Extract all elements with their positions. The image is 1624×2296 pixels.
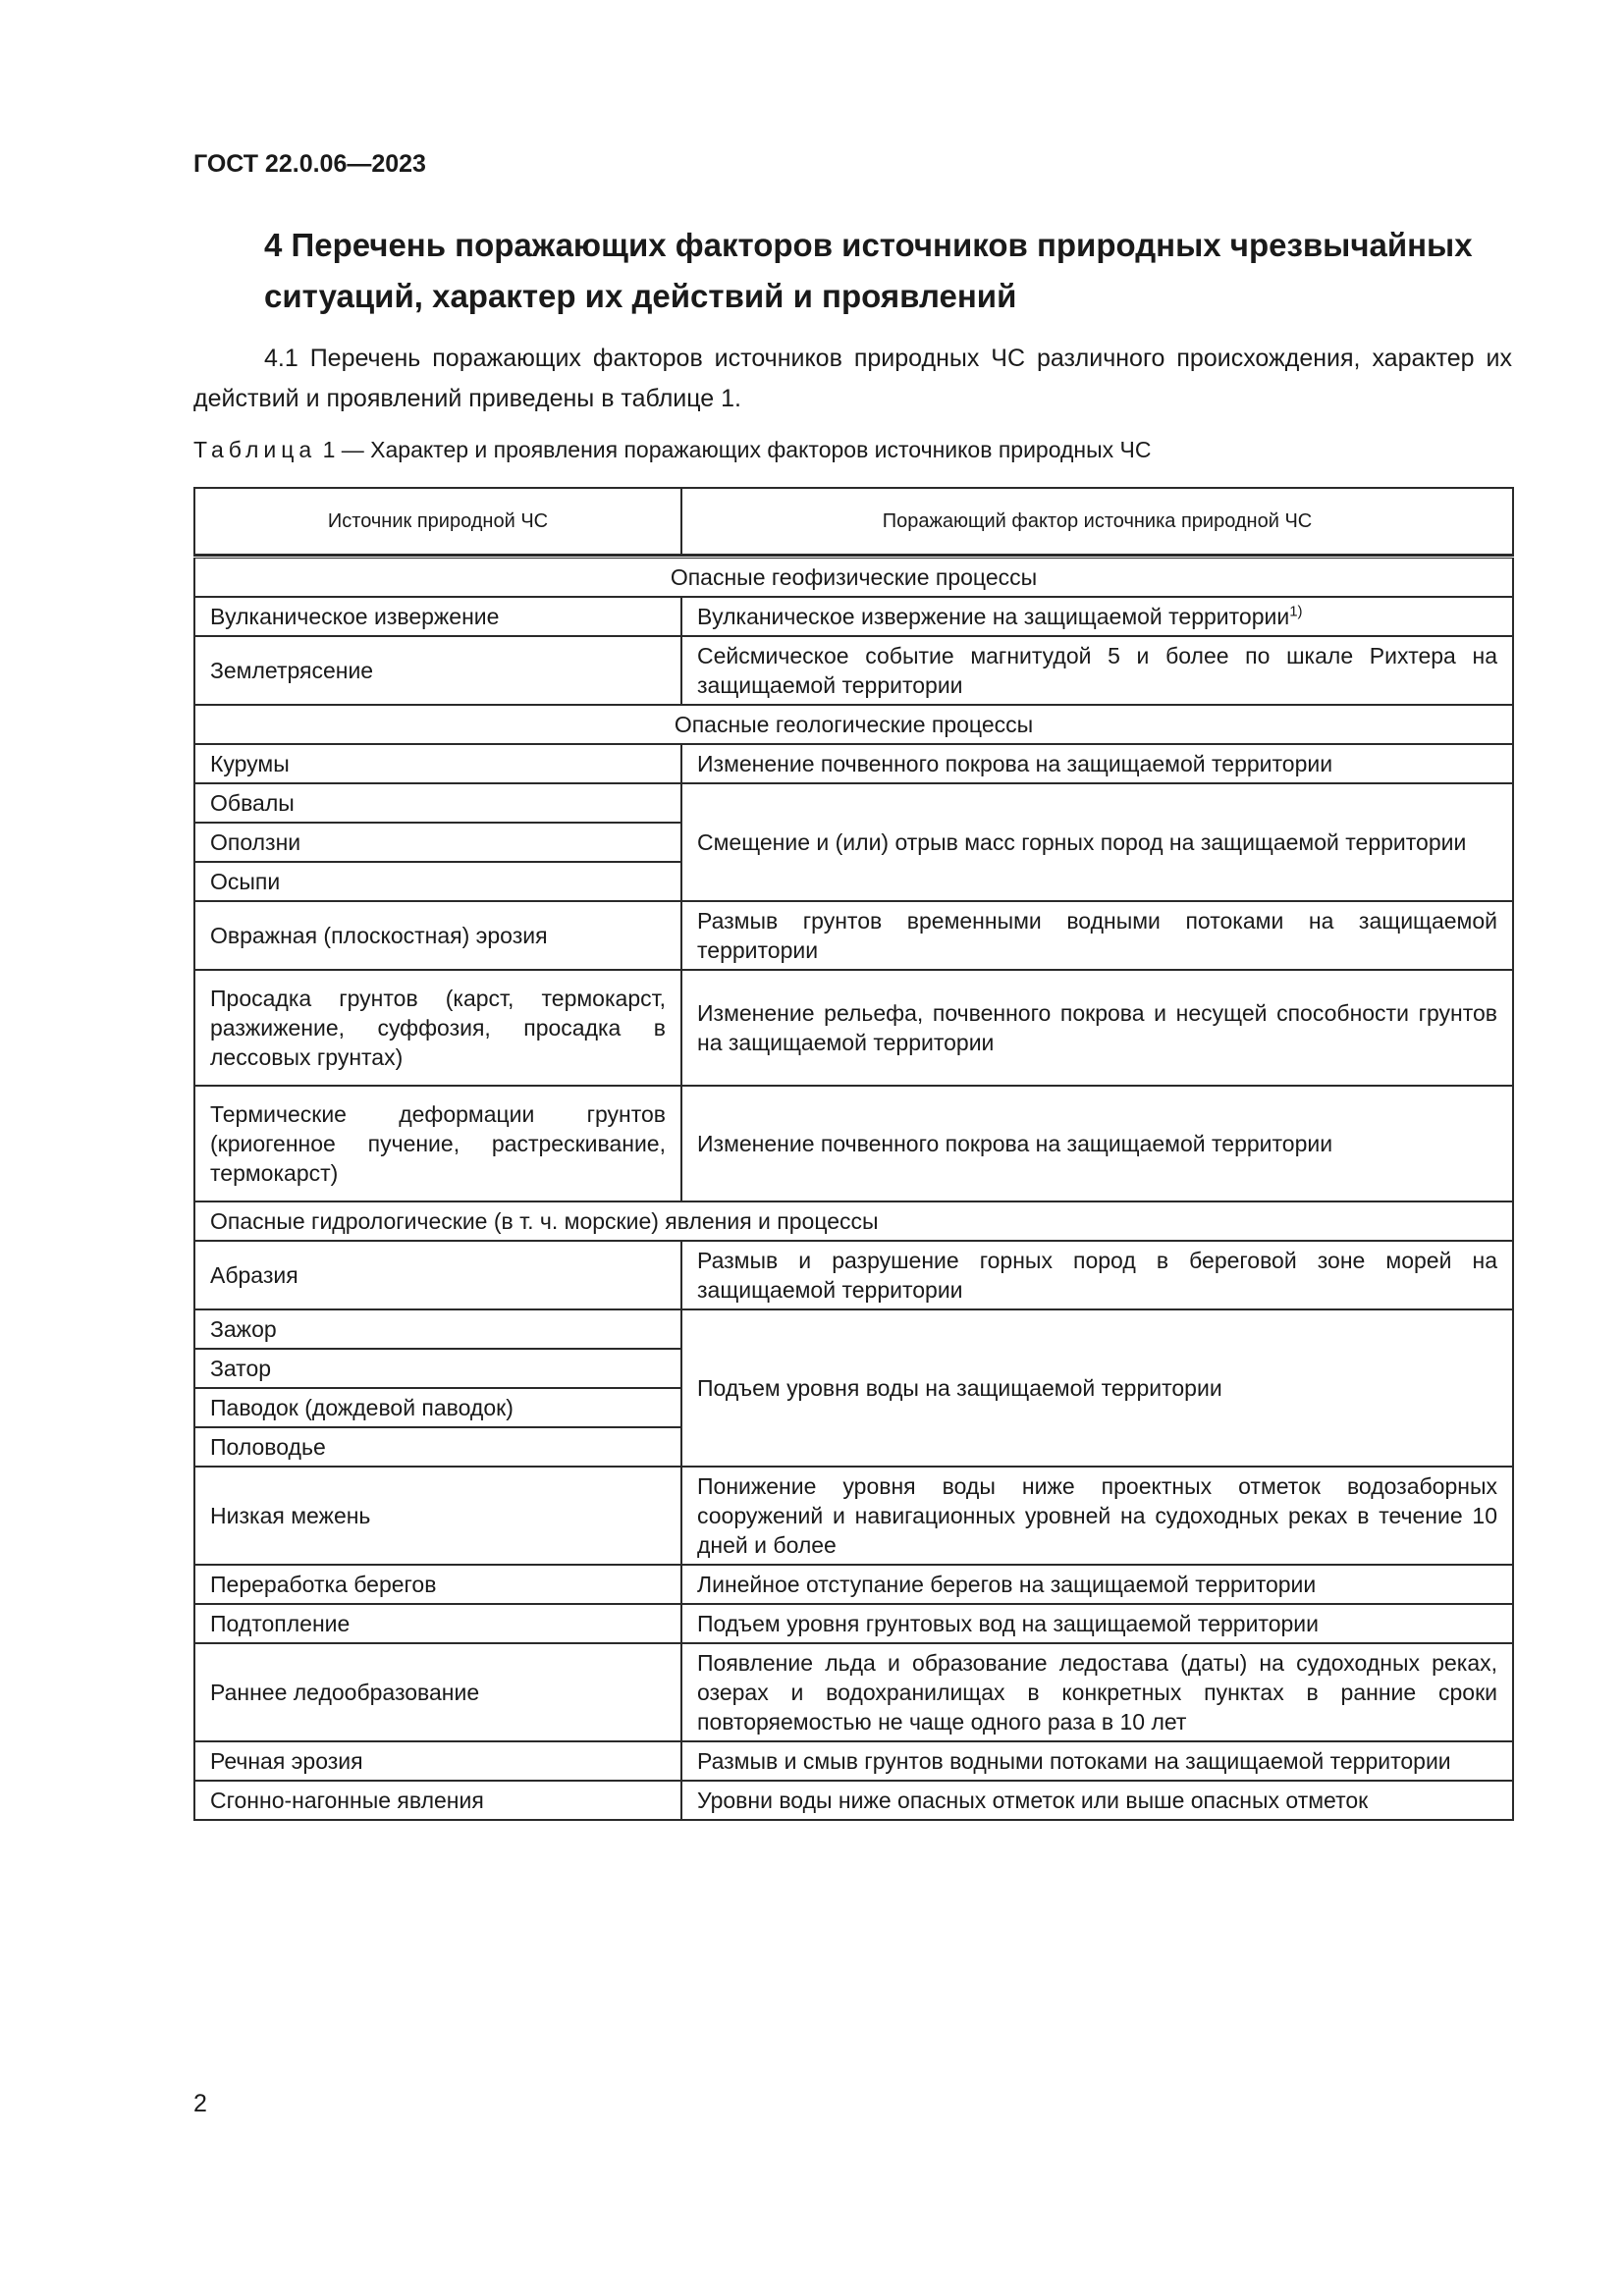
document-code: ГОСТ 22.0.06—2023 (193, 150, 426, 178)
group-row (194, 558, 1513, 598)
table-row (194, 1781, 1513, 1820)
factor-cell: Линейное отступание берегов на защищаемой территории (681, 1565, 1513, 1604)
factor-cell: Размыв грунтов временными водными потоками на защищаемой территории (681, 901, 1513, 970)
hazard-factors-table (193, 487, 1514, 1821)
source-cell: Термические деформации грунтов (криогенное пучение, растрескивание, термокарст) (194, 1086, 681, 1201)
factor-cell: Сейсмическое событие магнитудой 5 и более по шкале Рихтера на защищаемой территории (681, 636, 1513, 705)
factor-cell: Размыв и смыв грунтов водными потоками на защищаемой территории (681, 1741, 1513, 1781)
page-number: 2 (193, 2090, 207, 2117)
group-row (194, 1201, 1513, 1241)
group-hydrological: Опасные гидрологические (в т. ч. морские) явления и процессы (194, 1201, 1513, 1241)
group-geological: Опасные геологические процессы (194, 705, 1513, 744)
intro-paragraph: 4.1 Перечень поражающих факторов источников природных ЧС различного происхождения, характер их действий и проявлений приведены в таблице 1. (193, 345, 1512, 412)
factor-cell: Размыв и разрушение горных пород в береговой зоне морей на защищаемой территории (681, 1241, 1513, 1309)
factor-cell: Подъем уровня воды на защищаемой территории (681, 1309, 1513, 1467)
factor-cell: Смещение и (или) отрыв масс горных пород на защищаемой территории (681, 783, 1513, 901)
table-row (194, 1565, 1513, 1604)
factor-cell (681, 597, 1513, 636)
source-cell: Овражная (плоскостная) эрозия (194, 901, 681, 970)
source-cell: Курумы (194, 744, 681, 783)
source-cell: Вулканическое извержение (194, 597, 681, 636)
factor-cell: Уровни воды ниже опасных отметок или выше опасных отметок (681, 1781, 1513, 1820)
footnote-ref: 1) (1289, 603, 1303, 620)
factor-cell: Изменение почвенного покрова на защищаемой территории (681, 1086, 1513, 1201)
table-caption-text: 1 — Характер и проявления поражающих факторов источников природных ЧС (322, 437, 1152, 462)
table-row (194, 1086, 1513, 1201)
table-row (194, 783, 1513, 823)
factor-cell: Появление льда и образование ледостава (даты) на судоходных реках, озерах и водохранилищах в конкретных пунктах в ранние сроки повторяемостью не чаще одного раза в 10 лет (681, 1643, 1513, 1741)
source-cell: Паводок (дождевой паводок) (194, 1388, 681, 1427)
source-cell: Речная эрозия (194, 1741, 681, 1781)
table-row (194, 636, 1513, 705)
factor-cell: Изменение рельефа, почвенного покрова и несущей способности грунтов на защищаемой территории (681, 970, 1513, 1086)
source-cell: Землетрясение (194, 636, 681, 705)
table-row (194, 970, 1513, 1086)
header-factor: Поражающий фактор источника природной ЧС (681, 488, 1513, 555)
table-row (194, 1309, 1513, 1349)
group-row (194, 705, 1513, 744)
table-row (194, 1604, 1513, 1643)
source-cell: Оползни (194, 823, 681, 862)
source-cell: Переработка берегов (194, 1565, 681, 1604)
table-row (194, 1467, 1513, 1565)
source-cell: Зажор (194, 1309, 681, 1349)
table-caption (193, 437, 1152, 463)
table-row (194, 597, 1513, 636)
source-cell: Раннее ледообразование (194, 1643, 681, 1741)
source-cell: Половодье (194, 1427, 681, 1467)
group-geophysical: Опасные геофизические процессы (194, 558, 1513, 598)
table-header-row (194, 488, 1513, 555)
header-source: Источник природной ЧС (194, 488, 681, 555)
source-cell: Абразия (194, 1241, 681, 1309)
source-cell: Осыпи (194, 862, 681, 901)
factor-cell: Понижение уровня воды ниже проектных отметок водозаборных сооружений и навигационных уровней на судоходных реках в течение 10 дней и более (681, 1467, 1513, 1565)
table-row (194, 1241, 1513, 1309)
table-row (194, 1643, 1513, 1741)
source-cell: Обвалы (194, 783, 681, 823)
table-caption-prefix: Таблица (193, 437, 317, 462)
factor-cell: Подъем уровня грунтовых вод на защищаемой территории (681, 1604, 1513, 1643)
source-cell: Сгонно-нагонные явления (194, 1781, 681, 1820)
source-cell: Затор (194, 1349, 681, 1388)
table-row (194, 901, 1513, 970)
source-cell: Подтопление (194, 1604, 681, 1643)
section-title: 4 Перечень поражающих факторов источников природных чрезвычайных ситуаций, характер их действий и проявлений (264, 227, 1473, 314)
source-cell: Просадка грунтов (карст, термокарст, разжижение, суффозия, просадка в лессовых грунтах) (194, 970, 681, 1086)
source-cell: Низкая межень (194, 1467, 681, 1565)
table-row (194, 1741, 1513, 1781)
factor-text: Вулканическое извержение на защищаемой территории (697, 604, 1290, 629)
table-row (194, 744, 1513, 783)
factor-cell: Изменение почвенного покрова на защищаемой территории (681, 744, 1513, 783)
